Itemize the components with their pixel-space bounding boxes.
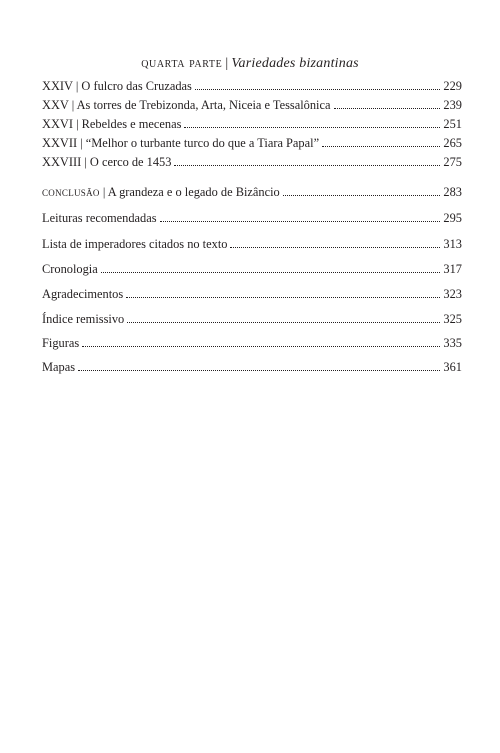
- part-label: quarta parte: [141, 56, 223, 71]
- toc-entry-title: XXIV | O fulcro das Cruzadas: [42, 79, 192, 93]
- toc-entry-title: Lista de imperadores citados no texto: [42, 237, 228, 251]
- leader-dots: [174, 165, 440, 166]
- toc-entry-title: Figuras: [42, 336, 80, 350]
- toc-entry-title: XXVIII | O cerco de 1453: [42, 155, 172, 169]
- toc-entry-page: 283: [443, 185, 462, 199]
- part-heading: [0, 56, 500, 72]
- toc-entry-title: Agradecimentos: [42, 287, 124, 301]
- toc-entry-page: 265: [443, 136, 462, 150]
- leader-dots: [322, 146, 440, 147]
- leader-dots: [195, 89, 441, 90]
- toc-entry-title: Mapas: [42, 360, 76, 374]
- leader-dots: [160, 221, 441, 222]
- toc-entry-page: 229: [443, 79, 462, 93]
- toc-entry-page: 325: [443, 312, 462, 326]
- toc-entry-indice: [42, 310, 462, 328]
- toc-entry-title: [42, 183, 280, 201]
- toc-entry-agradecimentos: [42, 285, 462, 303]
- leader-dots: [334, 108, 441, 109]
- toc-entry-page: 239: [443, 98, 462, 112]
- leader-dots: [78, 370, 440, 371]
- toc-entry-chapter-28: [42, 153, 462, 171]
- part-separator: |: [225, 56, 229, 71]
- toc-entry-page: 317: [443, 262, 462, 276]
- toc-entry-page: 323: [443, 287, 462, 301]
- toc-entry-chapter-27: [42, 134, 462, 152]
- toc-entry-title: XXVI | Rebeldes e mecenas: [42, 117, 182, 131]
- leader-dots: [82, 346, 440, 347]
- toc-entry-conclusion: [42, 183, 462, 201]
- toc-entry-title: Cronologia: [42, 262, 98, 276]
- toc-entry-page: 251: [443, 117, 462, 131]
- leader-dots: [283, 195, 441, 196]
- toc-entry-title: Leituras recomendadas: [42, 211, 157, 225]
- toc-entry-leituras: [42, 209, 462, 227]
- leader-dots: [184, 127, 440, 128]
- toc-entry-chapter-25: [42, 96, 462, 114]
- toc-entry-page: 275: [443, 155, 462, 169]
- toc-entry-page: 295: [443, 211, 462, 225]
- toc-entry-mapas: [42, 358, 462, 376]
- toc-entry-figuras: [42, 334, 462, 352]
- leader-dots: [230, 247, 440, 248]
- toc-entry-page: 361: [443, 360, 462, 374]
- toc-entry-title: Índice remissivo: [42, 312, 125, 326]
- toc-entry-page: 335: [443, 336, 462, 350]
- part-subtitle: Variedades bizantinas: [231, 56, 359, 71]
- conclusion-prefix: conclusão: [42, 185, 100, 199]
- conclusion-title: | A grandeza e o legado de Bizâncio: [99, 185, 280, 199]
- toc-entry-page: 313: [443, 237, 462, 251]
- leader-dots: [101, 272, 441, 273]
- leader-dots: [127, 322, 440, 323]
- toc-entry-imperadores: [42, 235, 462, 253]
- toc-entry-title: XXVII | “Melhor o turbante turco do que a Tiara Papal”: [42, 136, 320, 150]
- toc-entry-chapter-24: [42, 77, 462, 95]
- toc-entry-title: XXV | As torres de Trebizonda, Arta, Niceia e Tessalônica: [42, 98, 331, 112]
- toc-entry-chapter-26: [42, 115, 462, 133]
- toc-entry-cronologia: [42, 260, 462, 278]
- leader-dots: [126, 297, 440, 298]
